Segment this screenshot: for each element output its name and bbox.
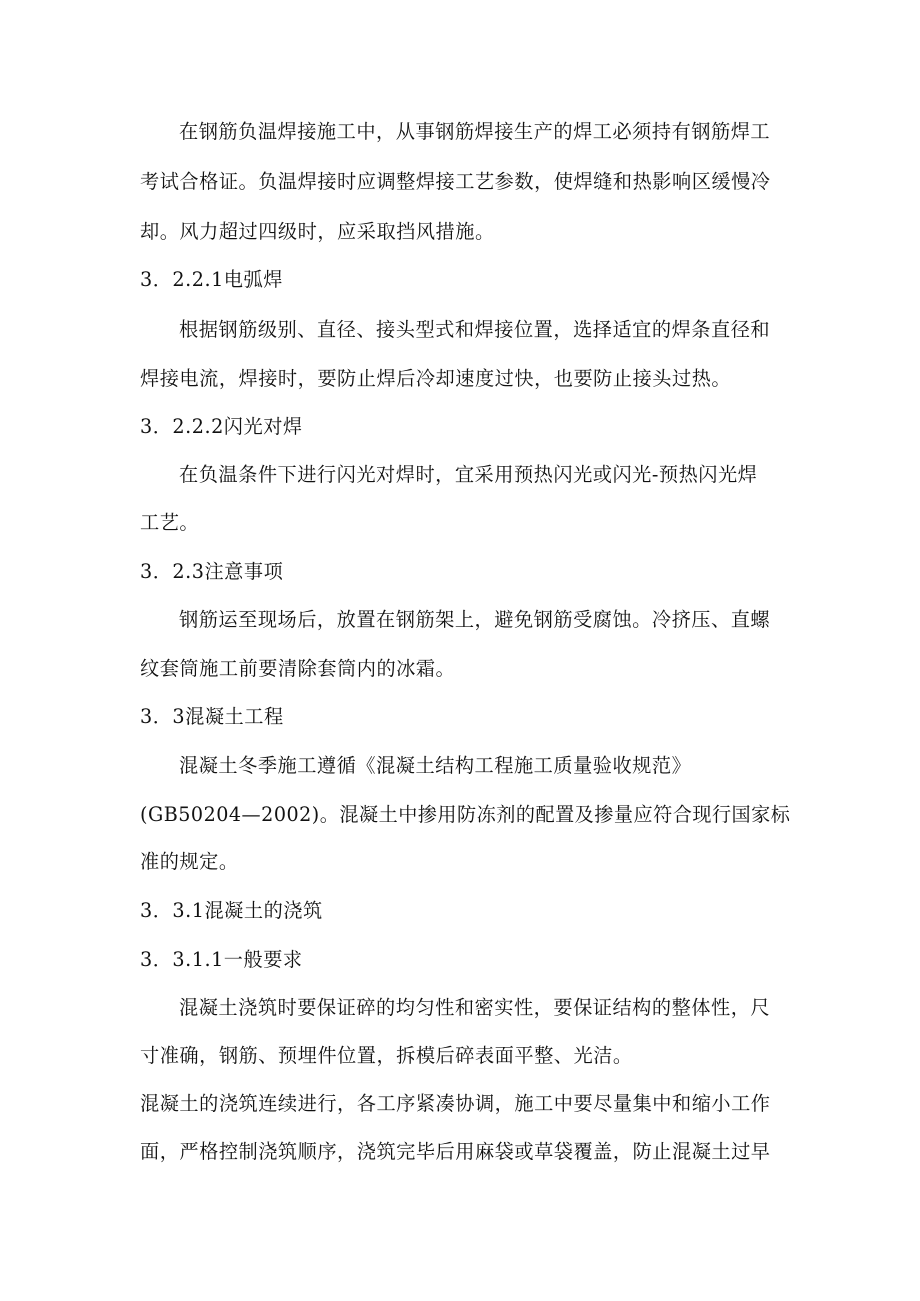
paragraph-line: 工艺。 bbox=[140, 511, 200, 534]
section-heading: 3．3混凝土工程 bbox=[140, 705, 284, 728]
paragraph-line: 钢筋运至现场后，放置在钢筋架上，避免钢筋受腐蚀。冷挤压、直螺 bbox=[179, 608, 771, 631]
paragraph-line: (GB50204—2002)。混凝土中掺用防冻剂的配置及掺量应符合现行国家标 bbox=[140, 803, 791, 826]
paragraph-line: 混凝土冬季施工遵循《混凝土结构工程施工质量验收规范》 bbox=[179, 754, 692, 777]
paragraph-line: 混凝土的浇筑连续进行，各工序紧凑协调，施工中要尽量集中和缩小工作 bbox=[140, 1092, 771, 1115]
paragraph-line: 在钢筋负温焊接施工中，从事钢筋焊接生产的焊工必须持有钢筋焊工 bbox=[179, 120, 771, 143]
section-heading: 3．3.1混凝土的浇筑 bbox=[140, 899, 323, 922]
paragraph-line: 焊接电流，焊接时，要防止焊后冷却速度过快，也要防止接头过热。 bbox=[140, 367, 732, 390]
paragraph-line: 根据钢筋级别、直径、接头型式和焊接位置，选择适宜的焊条直径和 bbox=[179, 318, 771, 341]
paragraph-line: 却。风力超过四级时，应采取挡风措施。 bbox=[140, 220, 495, 243]
section-heading: 3．2.2.1电弧焊 bbox=[140, 268, 283, 291]
paragraph-line: 考试合格证。负温焊接时应调整焊接工艺参数，使焊缝和热影响区缓慢冷 bbox=[140, 170, 771, 193]
paragraph-line: 准的规定。 bbox=[140, 850, 239, 873]
section-heading: 3．2.3注意事项 bbox=[140, 560, 284, 583]
section-heading: 3．3.1.1一般要求 bbox=[140, 948, 303, 971]
paragraph-line: 纹套筒施工前要清除套筒内的冰霜。 bbox=[140, 657, 456, 680]
paragraph-line: 寸准确，钢筋、预埋件位置，拆模后碎表面平整、光洁。 bbox=[140, 1044, 633, 1067]
paragraph-line: 面，严格控制浇筑顺序，浇筑完毕后用麻袋或草袋覆盖，防止混凝土过早 bbox=[140, 1140, 771, 1163]
paragraph-line: 混凝土浇筑时要保证碎的均匀性和密实性，要保证结构的整体性，尺 bbox=[179, 996, 771, 1019]
section-heading: 3．2.2.2闪光对焊 bbox=[140, 415, 303, 438]
paragraph-line: 在负温条件下进行闪光对焊时，宜采用预热闪光或闪光-预热闪光焊 bbox=[179, 463, 758, 486]
